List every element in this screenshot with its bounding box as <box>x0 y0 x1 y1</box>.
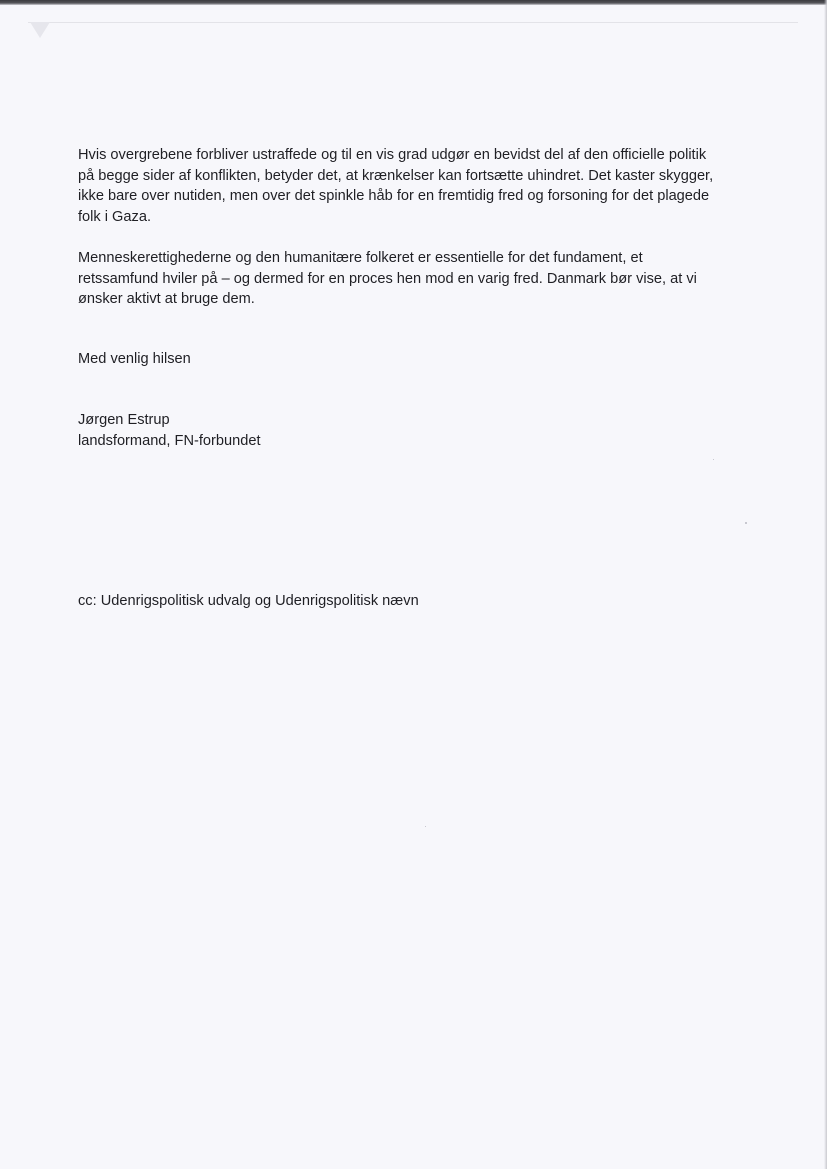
scan-top-edge <box>0 0 827 5</box>
paper-fold-line <box>28 22 798 23</box>
signature-title: landsformand, FN-forbundet <box>78 432 261 449</box>
letter-paragraph-1: Hvis overgrebene forbliver ustraffede og til en vis grad udgør en bevidst del af den officielle politik på begge sider af konflikten, betyder det, at krænkelser kan fortsætte uhindret. Det kaster skygger, ikke bare over nutiden, men over det spinkle håb for en fremtidig fred og forsoning for det plagede folk i Gaza. <box>78 147 714 225</box>
scan-speck <box>745 522 747 524</box>
cc-line: cc: Udenrigspolitisk udvalg og Udenrigspolitisk nævn <box>78 592 419 609</box>
letter-body <box>78 145 718 611</box>
letter-paragraph-2: Menneskerettighederne og den humanitære folkeret er essentielle for det fundament, et retssamfund hviler på – og dermed for en proces hen mod en varig fred. Danmark bør vise, at vi ønsker aktivt at bruge dem. <box>78 249 697 308</box>
letter-closing: Med venlig hilsen <box>78 350 191 367</box>
signature-name: Jørgen Estrup <box>78 412 170 429</box>
paper-corner-fold <box>30 22 50 38</box>
scan-speck <box>425 826 426 827</box>
